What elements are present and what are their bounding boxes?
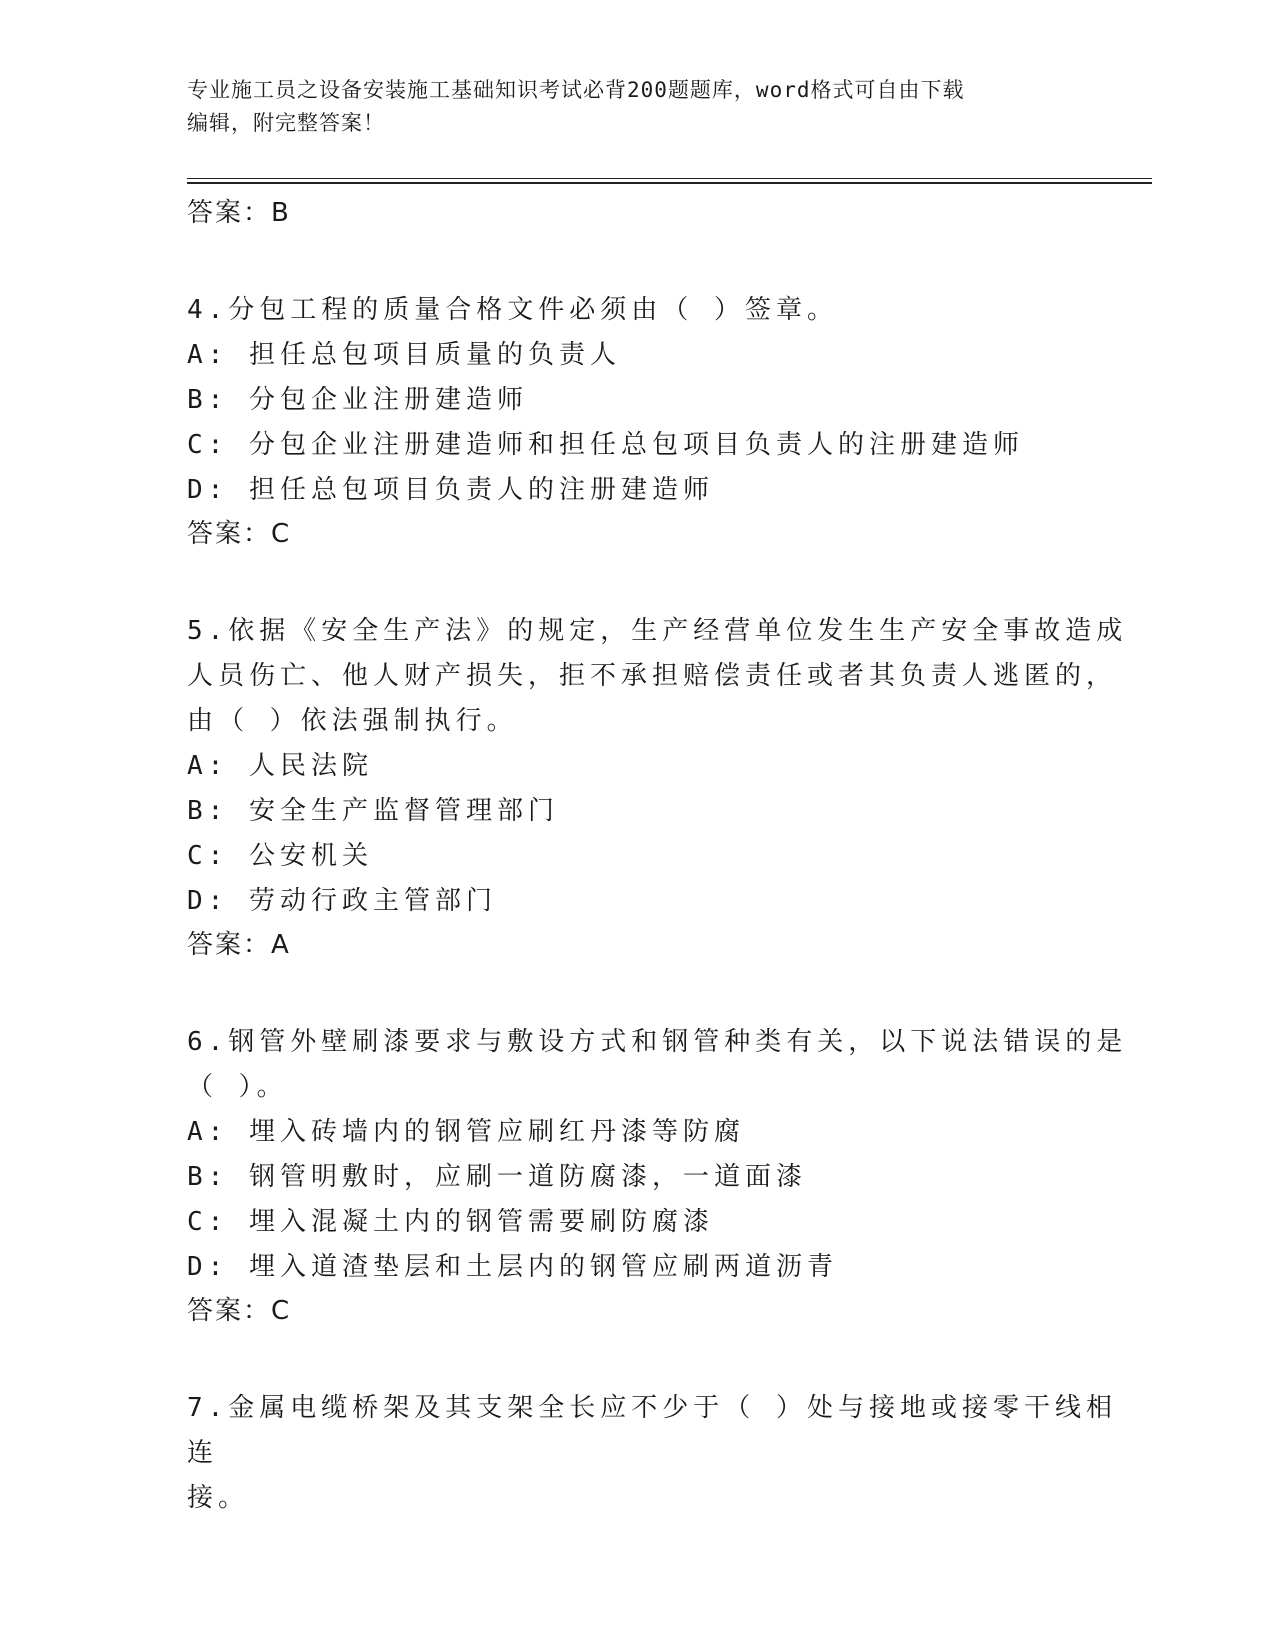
answer-label: 答案：A [187,930,291,960]
document-header [187,74,1087,140]
question-text: 6.钢管外壁刷漆要求与敷设方式和钢管种类有关，以下说法错误的是 [187,1027,1128,1057]
question-text: 由（ ）依法强制执行。 [187,706,518,736]
question-text: 5.依据《安全生产法》的规定，生产经营单位发生生产安全事故造成 [187,616,1128,646]
question-block [187,288,1147,555]
option-a: A: 担任总包项目质量的负责人 [187,340,621,370]
spacer [187,555,1147,609]
question-text: 人员伤亡、他人财产损失，拒不承担赔偿责任或者其负责人逃匿的， [187,661,1118,691]
option-c: C: 埋入混凝土内的钢管需要刷防腐漆 [187,1207,714,1237]
option-b: B: 分包企业注册建造师 [187,385,528,415]
header-line-1: 专业施工员之设备安装施工基础知识考试必背200题题库，word格式可自由下载 [187,78,965,102]
option-d: D: 劳动行政主管部门 [187,886,497,916]
header-divider [187,178,1152,184]
question-text: 7.金属电缆桥架及其支架全长应不少于（ ）处与接地或接零干线相连 [187,1393,1117,1468]
option-d: D: 埋入道渣垫层和土层内的钢管应刷两道沥青 [187,1252,838,1282]
spacer [187,234,1147,288]
option-a: A: 人民法院 [187,751,373,781]
answer-label: 答案：C [187,519,292,549]
answer-label: 答案：B [187,198,291,228]
question-text: 4.分包工程的质量合格文件必须由（ ）签章。 [187,295,838,325]
question-list [187,192,1147,1521]
header-line-2: 编辑，附完整答案！ [187,111,385,135]
question-text: 接。 [187,1483,250,1513]
option-b: B: 安全生产监督管理部门 [187,796,559,826]
spacer [187,1332,1147,1386]
option-b: B: 钢管明敷时，应刷一道防腐漆，一道面漆 [187,1162,807,1192]
question-block [187,1020,1147,1332]
option-c: C: 公安机关 [187,841,373,871]
question-block [187,609,1147,966]
question-text: （ ）。 [187,1072,288,1102]
question-block [187,1386,1147,1521]
option-c: C: 分包企业注册建造师和担任总包项目负责人的注册建造师 [187,430,1024,460]
answer-label: 答案：C [187,1296,292,1326]
spacer [187,966,1147,1020]
option-a: A: 埋入砖墙内的钢管应刷红丹漆等防腐 [187,1117,745,1147]
option-d: D: 担任总包项目负责人的注册建造师 [187,475,714,505]
